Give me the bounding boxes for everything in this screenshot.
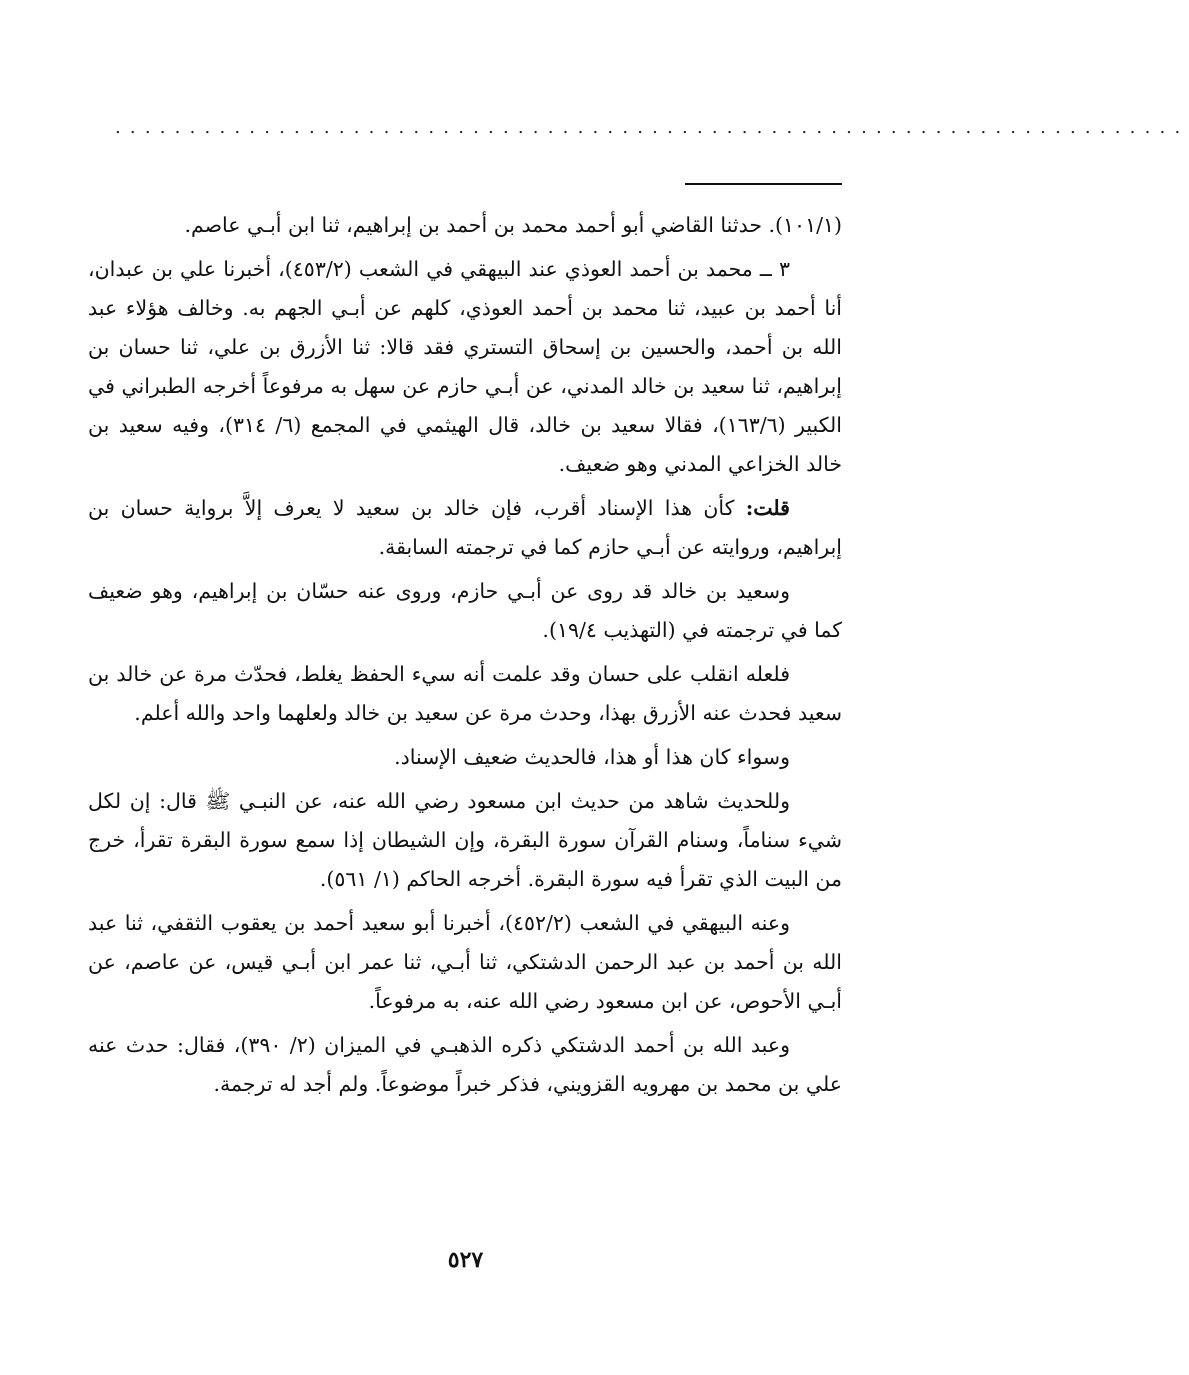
paragraph: ٣ ــ محمد بن أحمد العوذي عند البيهقي في الشعب (٤٥٣/٢)، أخبرنا علي بن عبدان، أنا أحمد بن عبيد، ثنا محمد بن أحمد العوذي، كلهم عن أبـي الجهم به. وخالف هؤلاء عبد الله بن أحمد، والحسين بن إسحاق التستري فقد قالا: ثنا الأزرق بن علي، ثنا حسان بن إبراهيم، ثنا سعيد بن خالد المدني، عن أبـي حازم عن سهل به مرفوعاً أخرجه الطبراني في الكبير (١٦٣/٦)، فقالا سعيد بن خالد، قال الهيثمي في المجمع (٦/ ٣١٤)، وفيه سعيد بن خالد الخزاعي المدني وهو ضعيف.: [88, 257, 842, 476]
paragraph: (١٠١/١). حدثنا القاضي أبو أحمد محمد بن أحمد بن إبراهيم، ثنا ابن أبـي عاصم.: [184, 213, 842, 237]
footnote-rule: [685, 183, 842, 185]
paragraph: وللحديث شاهد من حديث ابن مسعود رضي الله عنه، عن النبـي ﷺ قال: إن لكل شيء سناماً، وسنام القرآن سورة البقرة، وإن الشيطان إذا سمع سورة البقرة تقرأ، خرج من البيت الذي تقرأ فيه سورة البقرة. أخرجه الحاكم (١/ ٥٦١).: [88, 789, 842, 891]
footnote-body: [88, 206, 842, 1104]
page-number: ٥٢٧: [447, 1247, 484, 1273]
paragraph: فلعله انقلب على حسان وقد علمت أنه سيء الحفظ يغلط، فحدّث مرة عن خالد بن سعيد فحدث عنه الأزرق بهذا، وحدث مرة عن سعيد بن خالد ولعلهما واحد والله أعلم.: [88, 662, 842, 725]
paragraph: وسعيد بن خالد قد روى عن أبـي حازم، وروى عنه حسّان بن إبراهيم، وهو ضعيف كما في ترجمته في (التهذيب ١٩/٤).: [88, 579, 842, 642]
paragraph-lead: قلت:: [745, 496, 790, 520]
paragraph: وسواء كان هذا أو هذا، فالحديث ضعيف الإسناد.: [394, 745, 790, 769]
paragraph: وعنه البيهقي في الشعب (٤٥٢/٢)، أخبرنا أبو سعيد أحمد بن يعقوب الثقفي، ثنا عبد الله بن أحمد بن عبد الرحمن الدشتكي، ثنا أبـي، ثنا عمر ابن أبـي قيس، عن عاصم، عن أبـي الأحوص، عن ابن مسعود رضي الله عنه، به مرفوعاً.: [88, 911, 842, 1013]
paragraph: وعبد الله بن أحمد الدشتكي ذكره الذهبـي في الميزان (٢/ ٣٩٠)، فقال: حدث عنه علي بن محمد بن مهرويه القزويني، فذكر خبراً موضوعاً. ولم أجد له ترجمة.: [88, 1033, 842, 1096]
paragraph: قلت: كأن هذا الإسناد أقرب، فإن خالد بن سعيد لا يعرف إلاَّ برواية حسان بن إبراهيم، وروايته عن أبـي حازم كما في ترجمته السابقة.: [88, 496, 842, 559]
dotted-separator: ........................................................................: [115, 117, 1189, 138]
